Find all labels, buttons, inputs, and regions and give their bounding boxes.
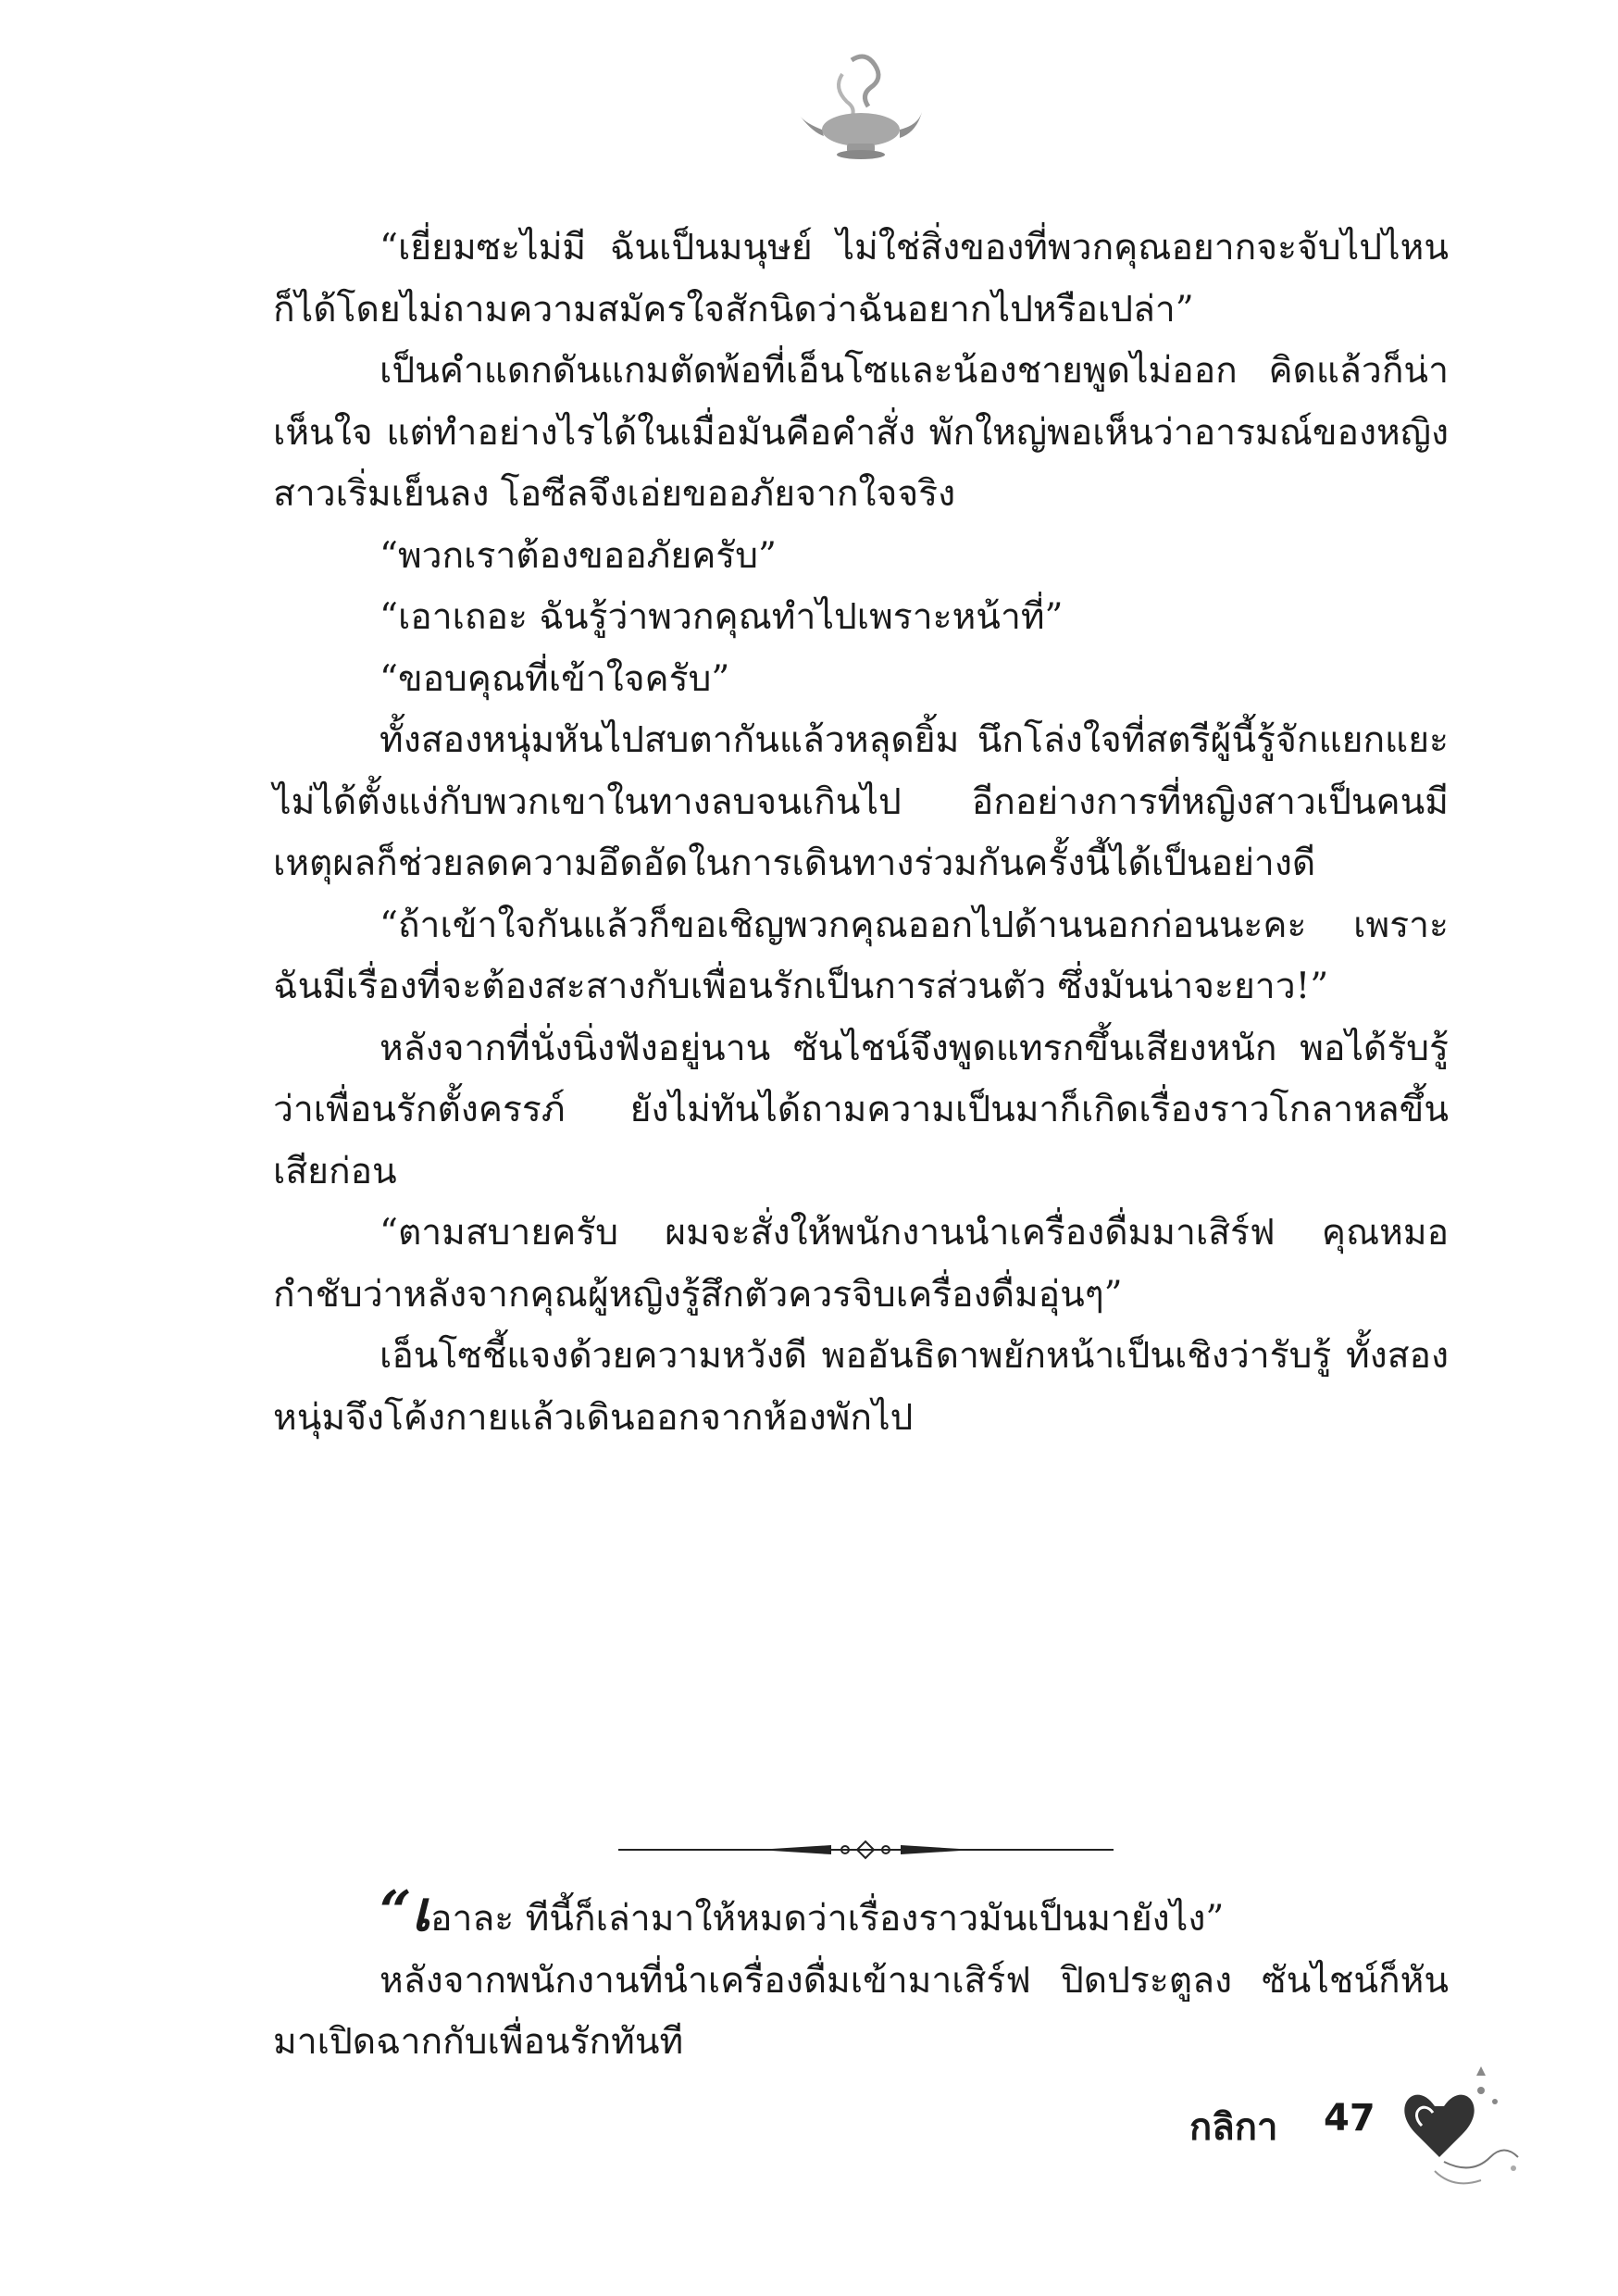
page-number: 47 — [1324, 2097, 1375, 2140]
genie-lamp-icon — [796, 51, 926, 162]
paragraph: “ขอบคุณที่เข้าใจครับ” — [380, 657, 730, 700]
divider-ornament-icon — [618, 1836, 1114, 1864]
section-opening-line — [273, 1879, 1449, 1951]
paragraph: “พวกเราต้องขออภัยครับ” — [380, 534, 777, 577]
section-two-text — [273, 1879, 1449, 2074]
paragraph: หลังจากพนักงานที่นำเครื่องดื่มเข้ามาเสิร์ฟ ปิดประตูลง ซันไชน์ก็หันมาเปิดฉากกับเพื่อนรักทันที — [273, 1959, 1449, 2063]
paragraph: “เยี่ยมซะไม่มี ฉันเป็นมนุษย์ ไม่ใช่สิ่งของที่พวกคุณอยากจะจับไปไหนก็ได้โดยไม่ถามความสมัครใจสักนิดว่าฉันอยากไปหรือเปล่า” — [273, 227, 1449, 331]
paragraph: “เอาเถอะ ฉันรู้ว่าพวกคุณทำไปเพราะหน้าที่” — [380, 596, 1064, 638]
paragraph: “ถ้าเข้าใจกันแล้วก็ขอเชิญพวกคุณออกไปด้านนอกก่อนนะคะ เพราะฉันมีเรื่องที่จะต้องสะสางกับเพื่อนรักเป็นการส่วนตัว ซึ่งมันน่าจะยาว!” — [273, 904, 1449, 1007]
book-title: กลิกา — [1189, 2106, 1278, 2149]
paragraph: เป็นคำแดกดันแกมตัดพ้อที่เอ็นโซและน้องชายพูดไม่ออก คิดแล้วก็น่าเห็นใจ แต่ทำอย่างไรได้ในเมื่อมันคือคำสั่ง พักใหญ่พอเห็นว่าอารมณ์ของหญิงสาวเริ่มเย็นลง โอซีลจึงเอ่ยขออภัยจากใจจริง — [273, 350, 1449, 515]
paragraph: หลังจากที่นั่งนิ่งฟังอยู่นาน ซันไชน์จึงพูดแทรกขึ้นเสียงหนัก พอได้รับรู้ว่าเพื่อนรักตั้งครรภ์ ยังไม่ทันได้ถามความเป็นมาก็เกิดเรื่องราวโกลาหลขึ้นเสียก่อน — [273, 1027, 1449, 1192]
opening-line-text: อาละ ทีนี้ก็เล่ามาให้หมดว่าเรื่องราวมันเป็นมายังไง” — [430, 1898, 1225, 1940]
body-text — [273, 218, 1449, 1449]
heart-ornament-icon — [1388, 2065, 1527, 2194]
paragraph: “ตามสบายครับ ผมจะสั่งให้พนักงานนำเครื่องดื่มมาเสิร์ฟ คุณหมอกำชับว่าหลังจากคุณผู้หญิงรู้สึกตัวควรจิบเครื่องดื่มอุ่นๆ” — [273, 1212, 1449, 1316]
paragraph: เอ็นโซชี้แจงด้วยความหวังดี พออันธิดาพยักหน้าเป็นเชิงว่ารับรู้ ทั้งสองหนุ่มจึงโค้งกายแล้วเดินออกจากห้องพักไป — [273, 1335, 1449, 1439]
paragraph: ทั้งสองหนุ่มหันไปสบตากันแล้วหลุดยิ้ม นึกโล่งใจที่สตรีผู้นี้รู้จักแยกแยะ ไม่ได้ตั้งแง่กับพวกเขาในทางลบจนเกินไป อีกอย่างการที่หญิงสาวเป็นคนมีเหตุผลก็ช่วยลดความอึดอัดในการเดินทางร่วมกันครั้งนี้ได้เป็นอย่างดี — [273, 719, 1449, 884]
drop-cap: “เ — [380, 1879, 431, 1944]
